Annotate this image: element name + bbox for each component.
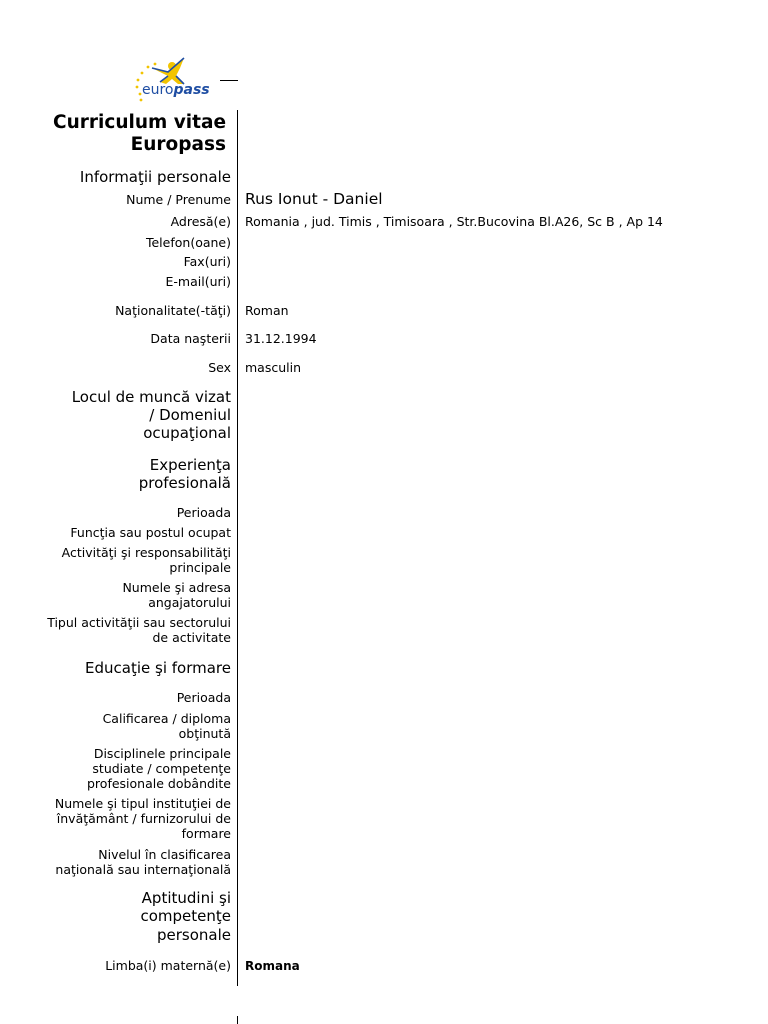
section-skills-l2: competenţe xyxy=(140,907,231,925)
label-address: Adresă(e) xyxy=(170,214,231,229)
label-edu-level-l2: naţională sau internaţională xyxy=(55,862,231,877)
label-nationality: Naţionalitate(-tăţi) xyxy=(115,303,231,318)
label-edu-subjects-l1: Disciplinele principale xyxy=(93,746,231,761)
value-mother-tongue: Romana xyxy=(245,959,300,973)
label-edu-period: Perioada xyxy=(176,690,231,705)
label-name: Nume / Prenume xyxy=(126,192,231,207)
label-email: E-mail(uri) xyxy=(165,274,231,289)
section-skills-l3: personale xyxy=(156,926,231,944)
label-edu-institution-l2: învăţământ / furnizorului de xyxy=(56,811,231,826)
label-edu-subjects-l2: studiate / competenţe xyxy=(92,761,231,776)
europass-wordmark: europass xyxy=(142,82,210,98)
section-personal-info: Informaţii personale xyxy=(79,168,231,186)
label-exp-sector-l2: de activitate xyxy=(152,630,231,645)
section-experience-l1: Experienţa xyxy=(149,456,231,474)
label-edu-qualification-l1: Calificarea / diploma xyxy=(102,711,231,726)
label-edu-institution-l3: formare xyxy=(181,826,231,841)
label-exp-sector-l1: Tipul activităţii sau sectorului xyxy=(47,615,231,630)
value-address: Romania , jud. Timis , Timisoara , Str.Bucovina Bl.A26, Sc B , Ap 14 xyxy=(245,214,663,229)
label-exp-employer-l1: Numele şi adresa xyxy=(122,580,231,595)
value-sex: masculin xyxy=(245,360,302,375)
cv-title-line2: Europass xyxy=(130,134,226,155)
logo-rule xyxy=(220,80,238,81)
label-exp-employer-l2: angajatorului xyxy=(148,595,231,610)
section-education: Educaţie şi formare xyxy=(85,659,231,677)
value-birthdate: 31.12.1994 xyxy=(245,331,317,346)
label-exp-activities-l1: Activităţi şi responsabilităţi xyxy=(61,545,231,560)
label-edu-level-l1: Nivelul în clasificarea xyxy=(98,847,231,862)
section-skills-l1: Aptitudini şi xyxy=(141,889,231,907)
label-sex: Sex xyxy=(208,360,231,375)
label-exp-period: Perioada xyxy=(176,505,231,520)
section-desired-job-l2: / Domeniul xyxy=(149,406,231,424)
section-desired-job-l3: ocupaţional xyxy=(143,424,231,442)
label-fax: Fax(uri) xyxy=(183,254,231,269)
label-mother-tongue: Limba(i) maternă(e) xyxy=(105,958,231,973)
label-exp-position: Funcţia sau postul ocupat xyxy=(70,525,231,540)
europass-logo xyxy=(132,54,242,106)
column-divider-page2 xyxy=(237,1016,238,1024)
label-phone: Telefon(oane) xyxy=(145,235,231,250)
label-edu-institution-l1: Numele şi tipul instituţiei de xyxy=(54,796,231,811)
value-name: Rus Ionut - Daniel xyxy=(245,190,383,208)
label-edu-qualification-l2: obţinută xyxy=(178,726,231,741)
label-edu-subjects-l3: profesionale dobândite xyxy=(87,776,231,791)
section-experience-l2: profesională xyxy=(138,474,231,492)
value-nationality: Roman xyxy=(245,303,289,318)
label-exp-activities-l2: principale xyxy=(169,560,231,575)
column-divider xyxy=(237,110,238,986)
label-birthdate: Data naşterii xyxy=(150,331,231,346)
cv-title-line1: Curriculum vitae xyxy=(53,112,226,133)
section-desired-job-l1: Locul de muncă vizat xyxy=(71,388,231,406)
